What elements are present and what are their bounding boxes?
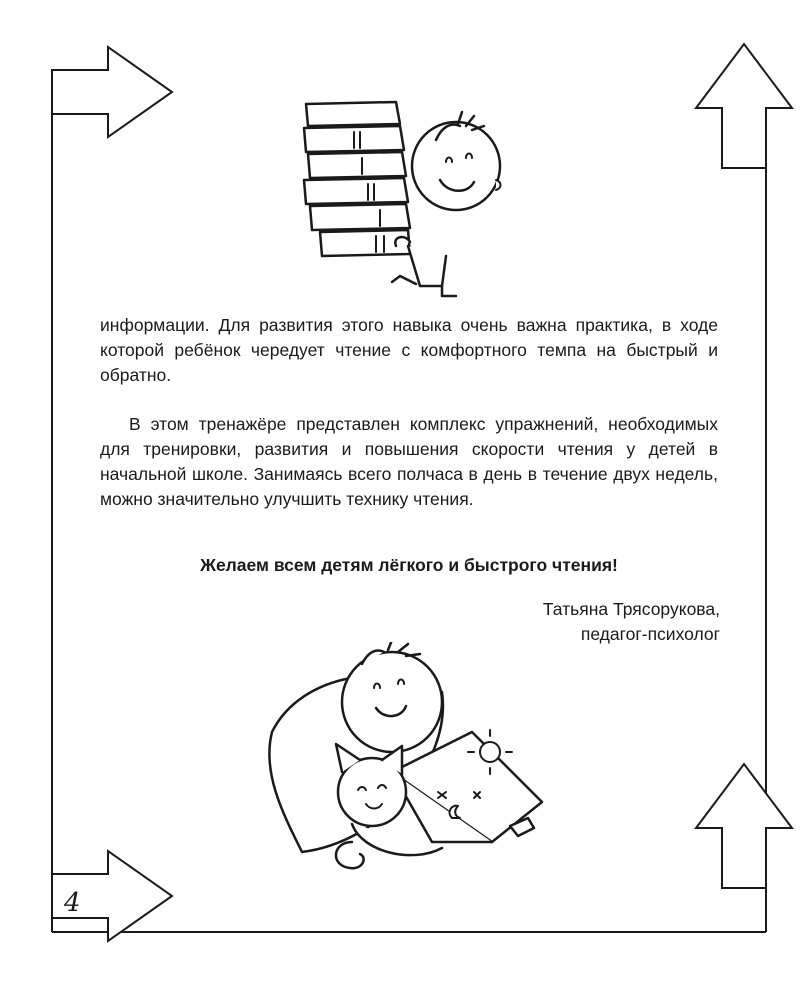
author-name: Татьяна Трясорукова, bbox=[542, 599, 720, 619]
signature-block bbox=[543, 597, 720, 647]
paragraph-trainer-description: В этом тренажёре представлен комплекс упражнений, необходимых для тренировки, развития и повышения скорости чтения у детей в начальной школе. Занимаясь всего полчаса в день в течение двух недель, можно значительно улучшить технику чтения. bbox=[100, 414, 718, 509]
arrow-up-bottom-icon bbox=[696, 764, 792, 888]
page-number: 4 bbox=[64, 888, 81, 918]
closing-wish: Желаем всем детям лёгкого и быстрого чтения! bbox=[200, 555, 618, 575]
author-role: педагог-психолог bbox=[580, 624, 720, 644]
boy-carrying-books-illustration bbox=[296, 96, 530, 300]
paragraph-intro-continuation: информации. Для развития этого навыка очень важна практика, в ходе которой ребёнок чередует чтение с комфортного темпа на быстрый и обратно. bbox=[100, 315, 718, 385]
boy-and-cat-reading-illustration bbox=[242, 642, 560, 892]
arrow-right-top-icon bbox=[52, 47, 172, 137]
arrow-up-top-icon bbox=[696, 44, 792, 168]
